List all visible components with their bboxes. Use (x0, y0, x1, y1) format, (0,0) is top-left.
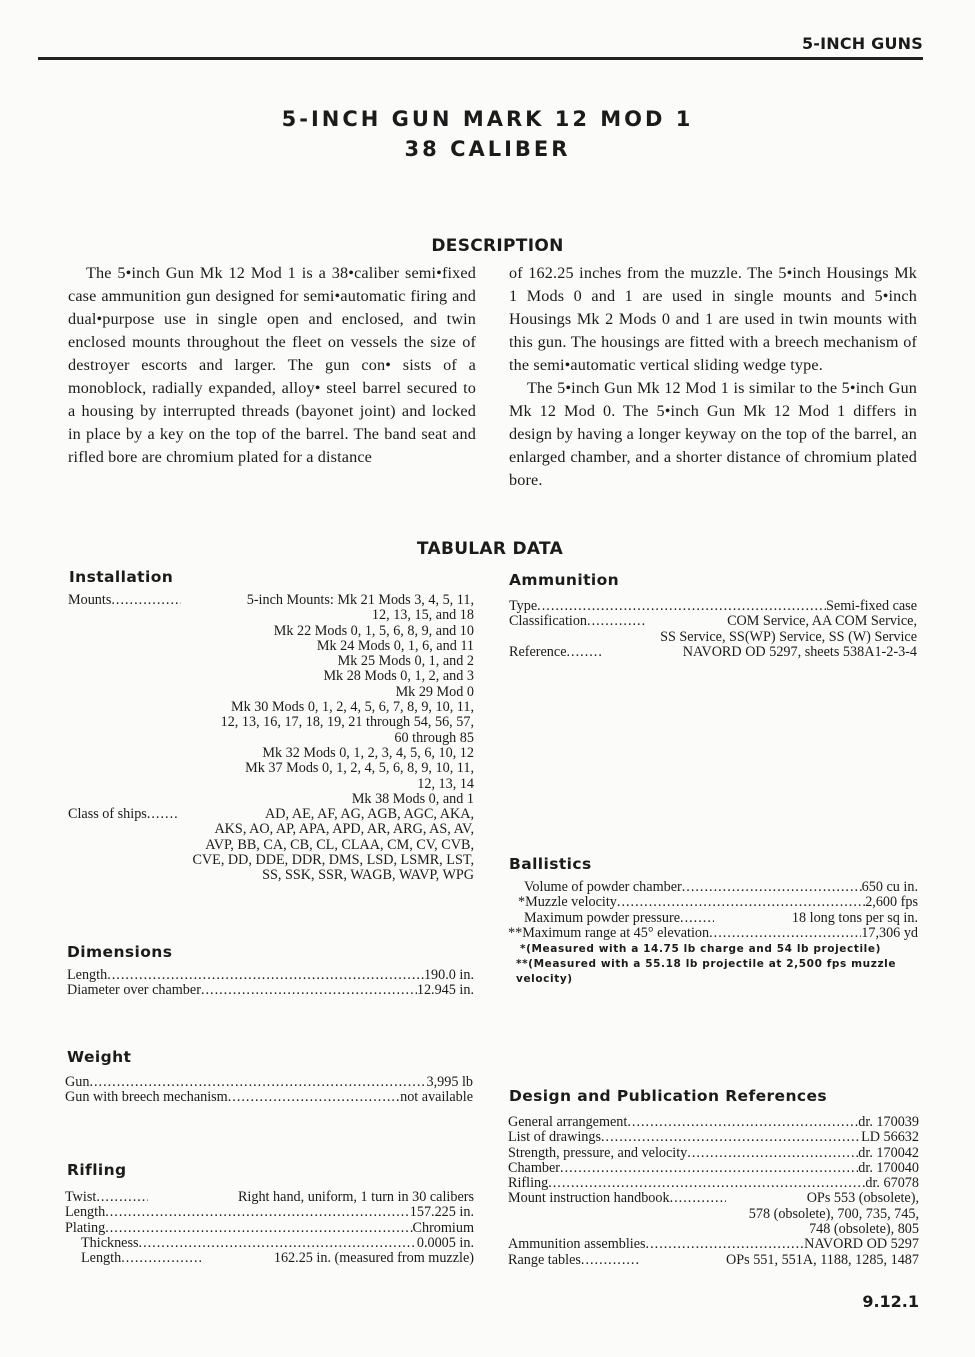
running-head: 5-INCH GUNS (801, 34, 923, 53)
weight-table (65, 1075, 473, 1106)
rifling-heading: Rifling (67, 1161, 127, 1179)
table-row: **Maximum range at 45° elevation ..... 17,306 yd (508, 926, 918, 941)
ammunition-table: Type ..... Semi-fixed case Classification ..... COM Service, AA COM Service, SS Service, SS(WP) Service, SS (W) Service Reference ..... NAVORD OD 5297, sheets 538A1-2-3-4 (509, 599, 917, 660)
installation-table: Mounts ..... 5-inch Mounts: Mk 21 Mods 3, 4, 5, 11, 12, 13, 15, and 18 Mk 22 Mods 0, 1, 5, 6, 8, 9, and 10 Mk 24 Mods 0, 1, 6, and 11 Mk 25 Mods 0, 1, and 2 Mk 28 Mods 0, 1, 2, and 3 Mk 29 Mod 0 Mk 30 Mods 0, 1, 2, 4, 5, 6, 7, 8, 9, 10, 11, 12, 13, 16, 17, 18, 19, 21 through 54, 56, 57, 60 through 85 Mk 32 Mods 0, 1, 2, 3, 4, 5, 6, 10, 12 Mk 37 Mods 0, 1, 2, 4, 5, 6, 8, 9, 10, 11, 12, 13, 14 Mk 38 Mods 0, and 1 Class of ships ..... AD, AE, AF, AG, AGB, AGC, AKA, AKS, AO, AP, APA, APD, AR, ARG, AS, AV, AVP, BB, CA, CB, CL, CLAA, CM, CV, CVB, CVE, DD, DDE, DDR, DMS, LSD, LSMR, LST, SS, SSK, SSR, WAGB, WAVP, WPG (68, 593, 474, 884)
dimensions-heading: Dimensions (67, 943, 173, 961)
page-title: 5-INCH GUN MARK 12 MOD 1 (281, 107, 694, 131)
table-row: Length ..... 162.25 in. (measured from muzzle) (65, 1251, 474, 1266)
weight-heading: Weight (67, 1048, 132, 1066)
description-left-column (68, 262, 476, 469)
table-row: Strength, pressure, and velocity ..... dr. 170042 (508, 1146, 919, 1161)
table-row: Rifling ..... dr. 67078 (508, 1176, 919, 1191)
description-right-column (509, 262, 917, 492)
class-of-ships-row: Class of ships ..... AD, AE, AF, AG, AGB, AGC, AKA, (68, 807, 474, 822)
ballistics-footnote: **(Measured with a 55.18 lb projectile at 2,500 fps muzzle velocity) (516, 958, 897, 986)
table-row: Range tables ..... OPs 551, 551A, 1188, 1285, 1487 (508, 1253, 919, 1268)
installation-heading: Installation (69, 568, 174, 586)
table-row: Thickness ..... 0.0005 in. (65, 1236, 474, 1251)
table-row: Length ..... 190.0 in. (67, 968, 474, 983)
table-row: Diameter over chamber ..... 12.945 in. (67, 983, 474, 998)
table-row: Mount instruction handbook ..... OPs 553 (obsolete), (508, 1191, 919, 1206)
references-heading: Design and Publication References (509, 1087, 828, 1105)
table-row: *Muzzle velocity ..... 2,600 fps (508, 895, 918, 910)
page-number: 9.12.1 (862, 1292, 919, 1311)
description-paragraph: The 5•inch Gun Mk 12 Mod 1 is a 38•caliber semi•fixed case ammunition gun designed for semi•automatic firing and dual•purpose use in single open and enclosed, and twin enclosed mounts throughout the fleet on vessels the size of destroyer escorts and larger. The gun con• sists of a monoblock, radially expanded, alloy• steel barrel secured to a housing by interrupted threads (bayonet joint) and locked in place by a key on the top of the barrel. The band seat and rifled bore are chromium plated for a distance (68, 264, 476, 466)
table-row: Gun ..... 3,995 lb (65, 1075, 473, 1090)
table-row: Length ..... 157.225 in. (65, 1205, 474, 1220)
table-row: Type ..... Semi-fixed case (509, 599, 917, 614)
page-subtitle: 38 CALIBER (404, 137, 571, 161)
table-row: Volume of powder chamber ..... 650 cu in. (508, 880, 918, 895)
table-row: Plating ..... Chromium (65, 1221, 474, 1236)
dimensions-table (67, 968, 474, 999)
tabular-data-heading: TABULAR DATA (416, 539, 564, 559)
table-row: Twist ..... Right hand, uniform, 1 turn in 30 calibers (65, 1190, 474, 1205)
table-row: Gun with breech mechanism ..... not available (65, 1090, 473, 1105)
mounts-row: Mounts ..... 5-inch Mounts: Mk 21 Mods 3, 4, 5, 11, (68, 593, 474, 608)
table-row: Classification ..... COM Service, AA COM Service, (509, 614, 917, 629)
description-paragraph: The 5•inch Gun Mk 12 Mod 1 is similar to the 5•inch Gun Mk 12 Mod 0. The 5•inch Gun Mk 12 Mod 1 differs in design by having a longer keyway on the top of the barrel, an enlarged chamber, and a shorter distance of chromium plated bore. (509, 379, 917, 489)
table-row: Reference ..... NAVORD OD 5297, sheets 538A1-2-3-4 (509, 645, 917, 660)
table-row: Maximum powder pressure ..... 18 long tons per sq in. (508, 911, 918, 926)
rifling-table (65, 1190, 474, 1266)
table-row: Chamber ..... dr. 170040 (508, 1161, 919, 1176)
ballistics-heading: Ballistics (509, 855, 592, 873)
ammunition-heading: Ammunition (509, 571, 620, 589)
header-rule (38, 57, 923, 60)
description-heading: DESCRIPTION (431, 236, 564, 256)
table-row: List of drawings ..... LD 56632 (508, 1130, 919, 1145)
references-table: General arrangement ..... dr. 170039 List of drawings ..... LD 56632 Strength, pressure, and velocity ..... dr. 170042 Chamber ..... dr. 170040 Rifling ..... dr. 67078 Mount instruction handbook ..... OPs 553 (obsolete), 578 (obsolete), 700, 735, 745, 748 (obsolete), 805 Ammunition assemblies ..... NAVORD OD 5297 Range tables ..... OPs 551, 551A, 1188, 1285, 1487 (508, 1115, 919, 1268)
table-row: Ammunition assemblies ..... NAVORD OD 5297 (508, 1237, 919, 1252)
ballistics-footnote: *(Measured with a 14.75 lb charge and 54 lb projectile) (520, 943, 881, 956)
table-row: General arrangement ..... dr. 170039 (508, 1115, 919, 1130)
description-paragraph: of 162.25 inches from the muzzle. The 5•inch Housings Mk 1 Mods 0 and 1 are used in single mounts and 5•inch Housings Mk 2 Mods 0 and 1 are used in twin mounts with this gun. The housings are fitted with a breech mechanism of the semi•automatic vertical sliding wedge type. (509, 264, 917, 374)
ballistics-table (508, 880, 918, 987)
